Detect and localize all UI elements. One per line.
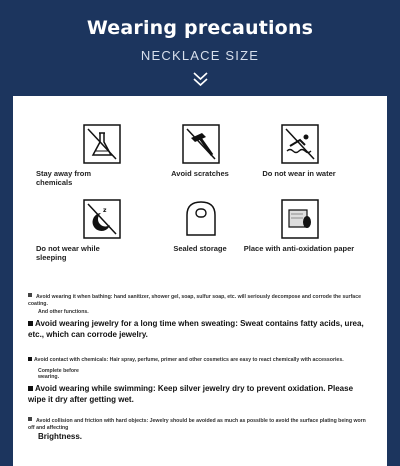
paper-roll-icon <box>281 199 319 239</box>
bullet-icon <box>28 386 33 391</box>
note-text: Avoid contact with chemicals: Hair spray, perfume, primer and other cosmetics are easy to react chemically with accessories. <box>34 357 344 363</box>
icon-label: Do not wear in water <box>262 169 336 178</box>
icon-label: Avoid scratches <box>171 169 229 178</box>
note-chemicals <box>28 357 368 381</box>
note-swimming <box>28 384 368 405</box>
note-text: Avoid wearing jewelry for a long time when sweating: Sweat contains fatty acids, urea, etc., which can corrode jewelry. <box>28 319 364 339</box>
precaution-paper <box>239 199 359 285</box>
icon-label: Sealed storage <box>173 244 227 253</box>
note-text: Brightness. <box>38 432 83 441</box>
bullet-icon <box>28 321 33 326</box>
icon-label: Do not wear while sleeping <box>36 244 100 262</box>
precaution-water <box>239 124 359 210</box>
swimmer-prohibited-icon <box>281 124 319 164</box>
content-panel <box>13 96 387 466</box>
sleep-prohibited-icon <box>83 199 121 239</box>
page-subtitle: NECKLACE SIZE <box>140 48 260 63</box>
hammer-prohibited-icon <box>182 124 220 164</box>
bullet-icon <box>28 417 32 421</box>
icon-label: Place with anti-oxidation paper <box>243 244 355 253</box>
note-bathing <box>28 293 368 316</box>
note-sweating <box>28 319 368 340</box>
note-text: Avoid wearing while swimming: Keep silver jewelry dry to prevent oxidation. Please wipe it dry after getting wet. <box>28 384 354 404</box>
header-banner <box>0 0 400 96</box>
flask-prohibited-icon <box>83 124 121 164</box>
note-text: And other functions. <box>38 309 89 315</box>
bullet-icon <box>28 293 32 297</box>
sealed-bag-icon <box>182 199 220 239</box>
note-text: wearing. <box>38 374 60 380</box>
icon-label: Stay away from chemicals <box>36 169 92 187</box>
svg-text:z: z <box>103 207 107 214</box>
note-collision <box>28 417 368 443</box>
bullet-icon <box>28 357 32 361</box>
note-text: Complete before <box>38 367 79 374</box>
note-text: Avoid collision and friction with hard objects: Jewelry should be avoided as much as possible to avoid the surface plating being worn off and affecting <box>28 418 366 431</box>
double-chevron-down-icon <box>193 71 208 87</box>
note-text: Avoid wearing it when bathing: hand sanitizer, shower gel, soap, sulfur soap, etc. will seriously decompose and corrode the surface coating. <box>28 294 361 307</box>
page-title: Wearing precautions <box>86 17 314 39</box>
